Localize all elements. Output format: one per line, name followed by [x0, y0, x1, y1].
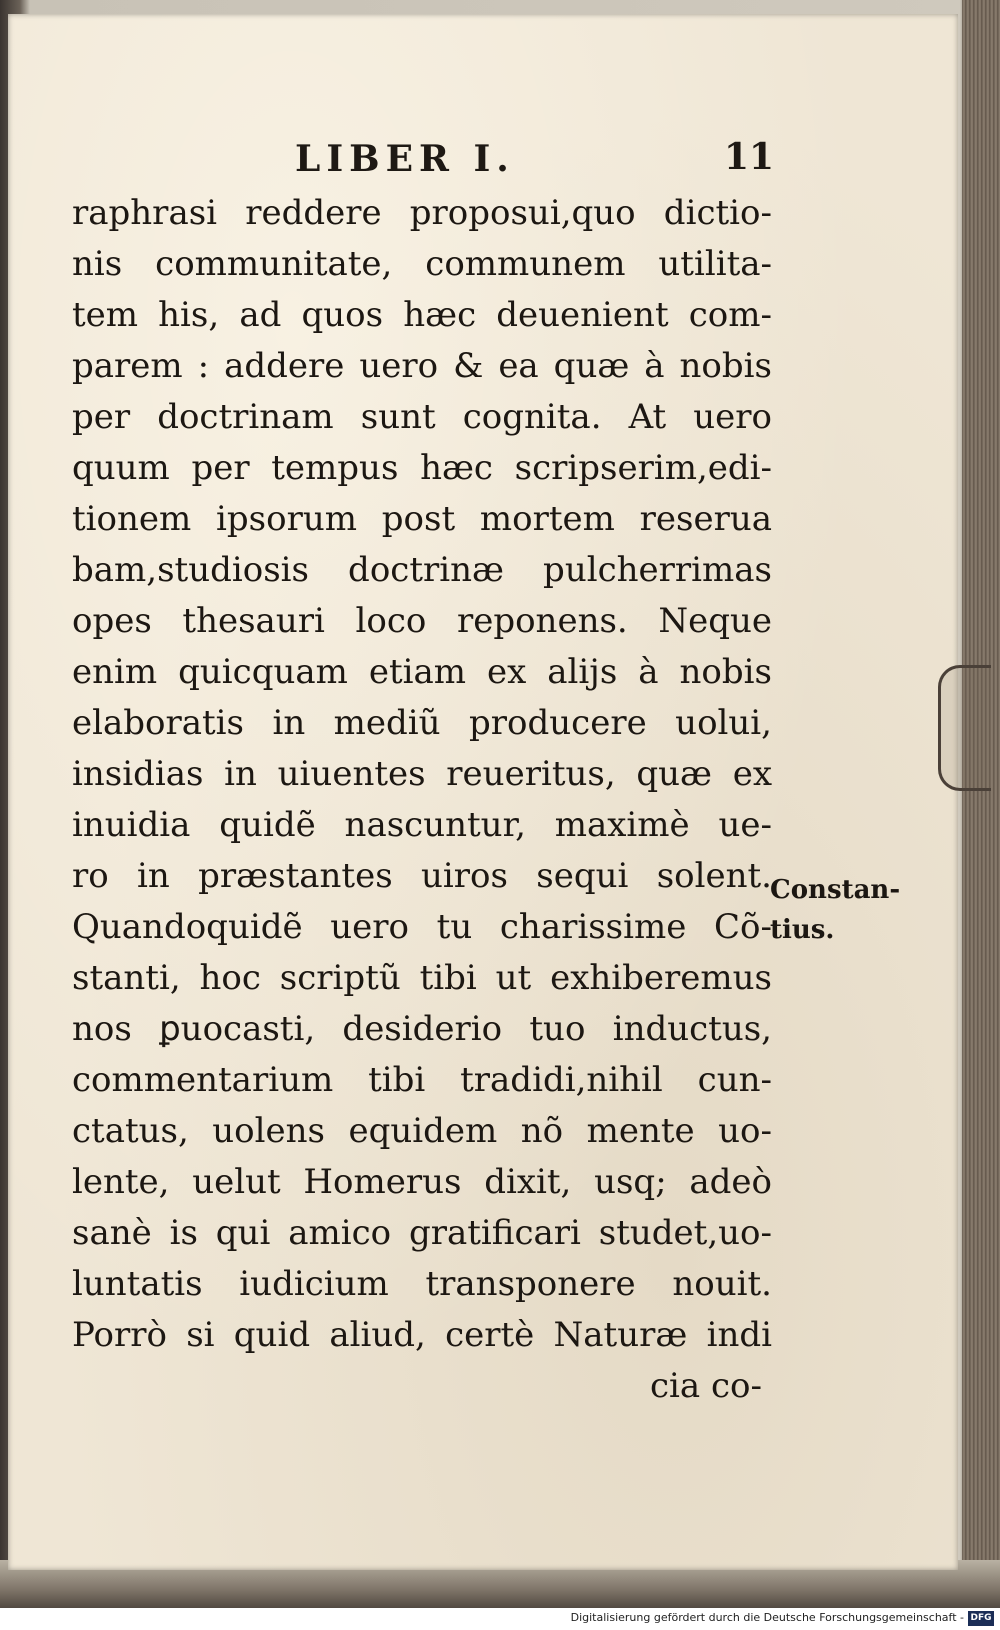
text-line: insidias in uiuentes reueritus, quæ ex [72, 754, 772, 794]
text-block [72, 188, 772, 1412]
text-line: commentarium tibi tradidi,nihil cun- [72, 1060, 772, 1100]
page-number: 11 [724, 136, 775, 178]
text-line: Quandoquidẽ uero tu charissime Cõ- [72, 907, 772, 947]
book-page-stack [962, 0, 1000, 1610]
text-line: ctatus, uolens equidem nõ mente uo- [72, 1111, 772, 1151]
text-line: nis communitate, communem utilita- [72, 244, 772, 284]
text-line: raphrasi reddere proposui,quo dictio- [72, 193, 772, 233]
text-line: per doctrinam sunt cognita. At uero [72, 397, 772, 437]
marginal-note [770, 870, 930, 950]
funding-credit: Digitalisierung gefördert durch die Deutsche Forschungsgemeinschaft - [570, 1611, 964, 1624]
text-line: nos ꝑuocasti, desiderio tuo inductus, [72, 1009, 772, 1049]
dfg-logo: DFG [968, 1611, 994, 1626]
text-line: luntatis iudicium transponere nouit. [72, 1264, 772, 1304]
text-line: sanè is qui amico gratificari studet,uo- [72, 1213, 772, 1253]
text-line: elaboratis in mediũ producere uolui, [72, 703, 772, 743]
running-head: LIBER I. [295, 138, 515, 180]
marginal-note-line: tius. [770, 915, 835, 945]
text-line: enim quicquam etiam ex aliјs à nobis [72, 652, 772, 692]
text-line: tionem ipsorum post mortem reserua [72, 499, 772, 539]
catchword-line: cia co- [650, 1366, 762, 1406]
text-line: opes thesauri loco reponens. Neque [72, 601, 772, 641]
digitization-footer [0, 1608, 1000, 1630]
text-line: parem : addere uero & ea quæ à nobis [72, 346, 772, 386]
text-line: tem his, ad quos hæc deuenient com- [72, 295, 772, 335]
text-line: stanti, hoc scriptũ tibi ut exhiberemus [72, 958, 772, 998]
text-line: inuidia quidẽ nascuntur, maximè ue- [72, 805, 772, 845]
text-line: lente, uelut Homerus dixit, usq; adeò [72, 1162, 772, 1202]
marginal-note-line: Constan- [770, 875, 901, 905]
text-line: ro in præstantes uiros sequi solent. [72, 856, 772, 896]
text-line: quum per tempus hæc scripserim,edi- [72, 448, 772, 488]
page-clip [938, 665, 991, 791]
text-line: bam,studiosis doctrinæ pulcherrimas [72, 550, 772, 590]
text-line: Porrò si quid aliud, certè Naturæ indi [72, 1315, 772, 1355]
